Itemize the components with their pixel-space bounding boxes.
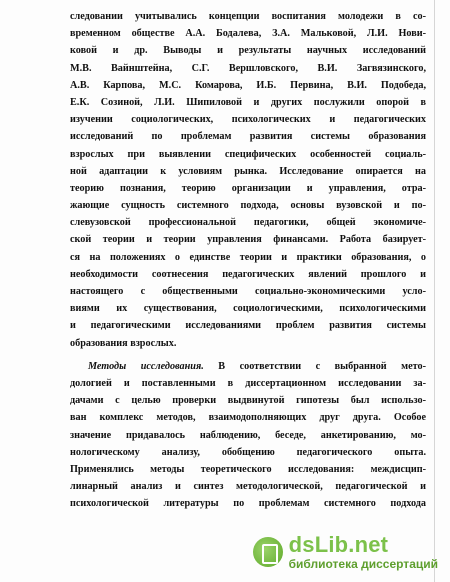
text-line: жающие сущность системного подхода, основы вузовской и по- xyxy=(70,200,426,212)
document-body xyxy=(70,8,426,512)
methods-paragraph-first-line xyxy=(70,358,426,375)
text-line: ван комплекс методов, взаимодополняющих друг друга. Особое xyxy=(70,412,426,424)
text-line: временном обществе А.А. Бодалева, З.А. Мальковой, Л.И. Нови- xyxy=(70,28,426,40)
text-line: ной адаптации к условиям рынка. Исследование опирается на xyxy=(70,165,426,177)
text-line: слевузовской профессиональной педагогики, общей экономиче- xyxy=(70,217,426,229)
dslib-watermark xyxy=(253,534,438,570)
text-line: необходимости соотнесения педагогических явлений прошлого и xyxy=(70,268,426,280)
text-line: следовании учитывались концепции воспитания молодежи в со- xyxy=(70,11,426,22)
text-line: дачами с целью проверки выдвинутой гипотезы был использо- xyxy=(70,395,426,407)
text-line: Применялись методы теоретического исследования: междисцип- xyxy=(70,463,426,475)
text-line: дологией и поставленными в диссертационном исследовании за- xyxy=(70,377,426,389)
text-line: А.В. Карпова, М.С. Комарова, И.Б. Первина, В.И. Подобеда, xyxy=(70,79,426,91)
watermark-text xyxy=(289,534,438,570)
text-line: психологической литературы по проблемам системного подхода xyxy=(70,498,426,510)
text-line-last: образования взрослых. xyxy=(70,337,177,349)
text-line: значение придавалось наблюдению, беседе, анкетированию, мо- xyxy=(70,429,426,441)
text-line: нологическому анализу, обобщению педагогического опыта. xyxy=(70,446,426,458)
text-line: М.В. Вайнштейна, С.Г. Вершловского, В.И. Загвязинского, xyxy=(70,62,426,74)
text-line: ся на положениях о единстве теории и практики образования, о xyxy=(70,251,426,263)
watermark-subtitle: библиотека диссертаций xyxy=(288,557,438,571)
text-line: Е.К. Созиной, Л.И. Шипиловой и других послужили опорой в xyxy=(70,96,426,108)
watermark-brand: dsLib.net xyxy=(288,532,389,557)
text-line: ской теории и теории управления финансами. Работа базирует- xyxy=(70,234,426,246)
text-line: взрослых при выявлении специфических особенностей социаль- xyxy=(70,148,426,160)
text-line: и педагогическими исследованиями проблем развития системы xyxy=(70,320,426,332)
text-line: виями их существования, социологическими, психологическими xyxy=(70,303,426,315)
text-line: исследований по проблемам развития системы образования xyxy=(70,131,426,143)
text-line: линарный анализ и синтез методологической, педагогической и xyxy=(70,481,426,493)
page-edge xyxy=(434,0,435,582)
dslib-logo-icon xyxy=(253,537,283,567)
text-line: теорию познания, теорию организации и управления, отра- xyxy=(70,182,426,194)
text-line: настоящего с общественными социально-экономическими усло- xyxy=(70,286,426,297)
methods-heading: Методы исследования. xyxy=(88,360,204,372)
methods-first-line-rest: В соответствии с выбранной мето- xyxy=(203,360,426,372)
text-line: ковой и др. Выводы и результаты научных исследований xyxy=(70,45,426,57)
text-line: изучении социологических, психологических и педагогических xyxy=(70,114,426,126)
